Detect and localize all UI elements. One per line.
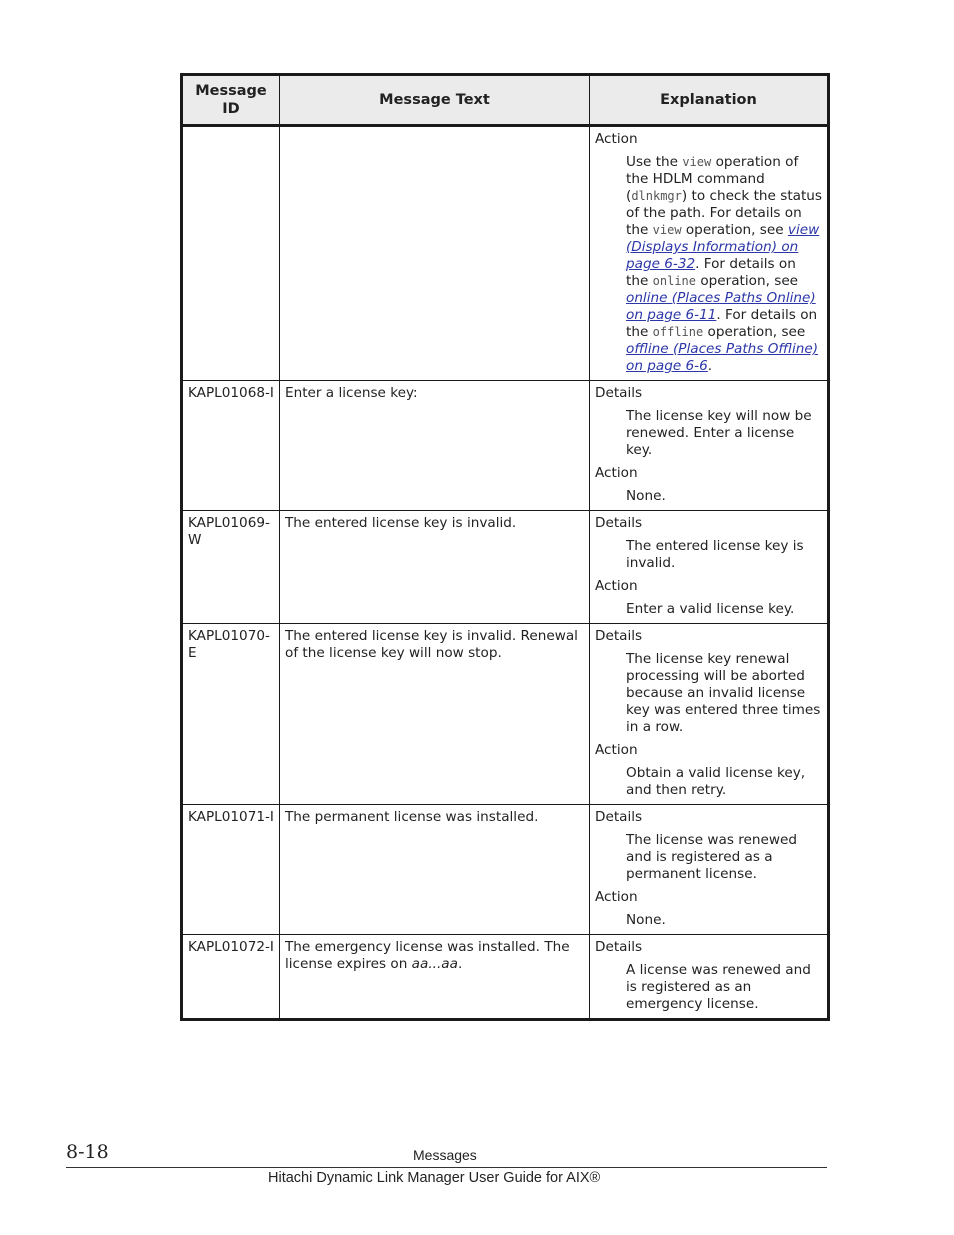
variable-placeholder: aa...aa bbox=[411, 956, 458, 972]
text-fragment: operation, see bbox=[681, 222, 788, 238]
details-text: The license was renewed and is registered as a permanent license. bbox=[626, 832, 797, 882]
book-title: Hitachi Dynamic Link Manager User Guide for AIX® bbox=[268, 1170, 601, 1186]
details-text: The license key renewal processing will be aborted because an invalid license key was entered three times in a row. bbox=[626, 651, 821, 735]
details-text: The license key will now be renewed. Enter a license key. bbox=[626, 408, 812, 458]
command-offline: offline bbox=[652, 325, 704, 339]
action-label: Action bbox=[595, 742, 638, 758]
message-id-cell bbox=[182, 126, 280, 381]
command-view: view bbox=[682, 155, 712, 169]
message-text-cell bbox=[280, 935, 590, 1020]
details-label: Details bbox=[595, 385, 643, 401]
details-label: Details bbox=[595, 628, 643, 644]
details-label: Details bbox=[595, 939, 643, 955]
explanation-cell bbox=[590, 511, 829, 624]
link-online-operation[interactable]: online (Places Paths Online) on page 6-11 bbox=[626, 290, 816, 323]
details-label: Details bbox=[595, 515, 643, 531]
action-text: Enter a valid license key. bbox=[626, 601, 795, 617]
action-text: None. bbox=[626, 488, 666, 504]
chapter-title: Messages bbox=[413, 1147, 477, 1163]
table-row bbox=[182, 935, 829, 1020]
details-label: Details bbox=[595, 809, 643, 825]
link-view-operation[interactable]: view (Displays Information) on page 6-32 bbox=[626, 222, 820, 272]
explanation-cell bbox=[590, 935, 829, 1020]
message-id-cell: KAPL01071-I bbox=[182, 805, 280, 935]
table-row bbox=[182, 511, 829, 624]
explanation-cell bbox=[590, 381, 829, 511]
table-row bbox=[182, 381, 829, 511]
message-id-cell: KAPL01069-W bbox=[182, 511, 280, 624]
explanation-cell bbox=[590, 126, 829, 381]
message-text-cell: Enter a license key: bbox=[280, 381, 590, 511]
text-fragment: operation, see bbox=[696, 273, 799, 289]
footer-divider bbox=[66, 1167, 827, 1168]
message-id-cell: KAPL01072-I bbox=[182, 935, 280, 1020]
action-text bbox=[626, 154, 822, 375]
table-header-row bbox=[182, 75, 829, 126]
page-number: 8-18 bbox=[66, 1141, 109, 1163]
text-fragment: ) to check the status of the path. For details on the bbox=[626, 188, 823, 238]
header-explanation: Explanation bbox=[590, 75, 829, 126]
messages-table bbox=[180, 73, 830, 1021]
command-online: online bbox=[652, 274, 696, 288]
text-fragment: . For details on the bbox=[626, 307, 818, 340]
message-text-cell: The permanent license was installed. bbox=[280, 805, 590, 935]
message-text-cell: The entered license key is invalid. bbox=[280, 511, 590, 624]
message-text-cell: The entered license key is invalid. Renewal of the license key will now stop. bbox=[280, 624, 590, 805]
table-row bbox=[182, 805, 829, 935]
explanation-cell bbox=[590, 624, 829, 805]
table-row bbox=[182, 126, 829, 381]
message-id-cell: KAPL01070-E bbox=[182, 624, 280, 805]
message-text-cell bbox=[280, 126, 590, 381]
action-label: Action bbox=[595, 465, 638, 481]
text-fragment: operation of the HDLM command ( bbox=[626, 154, 799, 204]
action-label: Action bbox=[595, 131, 638, 147]
text-fragment: Use the bbox=[626, 154, 683, 170]
header-message-id: Message ID bbox=[182, 75, 280, 126]
link-offline-operation[interactable]: offline (Places Paths Offline) on page 6-6 bbox=[626, 341, 819, 374]
text-fragment: . bbox=[457, 956, 463, 972]
action-label: Action bbox=[595, 578, 638, 594]
explanation-cell bbox=[590, 805, 829, 935]
command-view: view bbox=[652, 223, 682, 237]
text-fragment: The emergency license was installed. The license expires on bbox=[285, 939, 570, 972]
action-text: None. bbox=[626, 912, 666, 928]
details-text: The entered license key is invalid. bbox=[626, 538, 804, 571]
header-message-text: Message Text bbox=[280, 75, 590, 126]
action-text: Obtain a valid license key, and then retry. bbox=[626, 765, 806, 798]
table-row bbox=[182, 624, 829, 805]
text-fragment: . For details on the bbox=[626, 256, 796, 289]
text-fragment: . bbox=[707, 358, 713, 374]
message-id-cell: KAPL01068-I bbox=[182, 381, 280, 511]
command-dlnkmgr: dlnkmgr bbox=[631, 189, 682, 203]
details-text: A license was renewed and is registered as an emergency license. bbox=[626, 962, 811, 1012]
action-label: Action bbox=[595, 889, 638, 905]
text-fragment: operation, see bbox=[703, 324, 806, 340]
